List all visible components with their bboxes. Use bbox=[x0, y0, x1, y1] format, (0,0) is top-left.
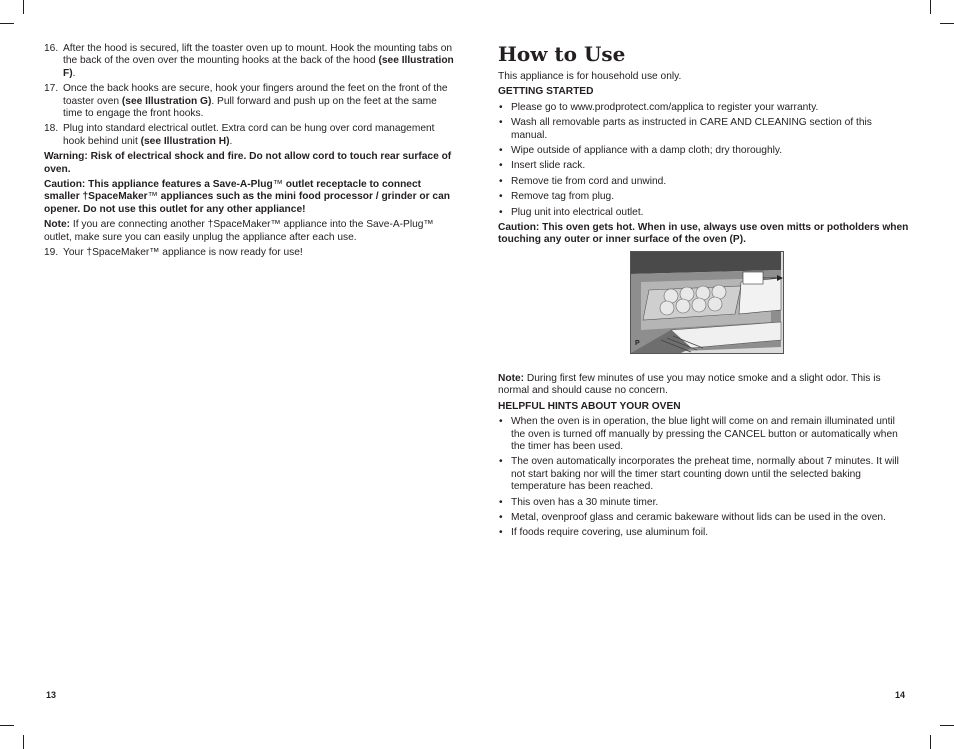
crop-mark bbox=[940, 23, 954, 24]
list-item: • Please go to www.prodprotect.com/applica to register your warranty. bbox=[498, 102, 910, 114]
step-17 bbox=[44, 83, 458, 120]
list-item: • When the oven is in operation, the blue light will come on and remain illuminated until the oven is turned off manually by pressing the CANCEL button or automatically when the timer has been used. bbox=[498, 416, 910, 453]
step-19 bbox=[44, 247, 458, 259]
crop-mark bbox=[0, 725, 14, 726]
step-text: After the hood is secured, lift the toaster oven up to mount. Hook the mounting tabs on the back of the oven over the mounting hooks at the back of the hood bbox=[63, 43, 453, 67]
note-label: Note: bbox=[498, 372, 525, 384]
list-item: • This oven has a 30 minute timer. bbox=[498, 497, 910, 509]
step-tail: . Pull forward and push up on the feet at the same time to engage the front hooks. bbox=[63, 95, 437, 120]
step-18 bbox=[44, 123, 458, 148]
step-text: Plug into standard electrical outlet. Extra cord can be hung over cord management hook behind unit bbox=[63, 123, 435, 147]
note-text bbox=[44, 219, 458, 244]
step-number: 16. bbox=[44, 43, 59, 54]
list-item: • If foods require covering, use aluminum foil. bbox=[498, 527, 910, 539]
step-number: 17. bbox=[44, 83, 59, 95]
step-16 bbox=[44, 43, 458, 80]
oven-drawing bbox=[631, 252, 783, 353]
left-page-content bbox=[44, 43, 458, 263]
right-page-content bbox=[498, 43, 910, 543]
hints-heading: HELPFUL HINTS ABOUT YOUR OVEN bbox=[498, 400, 681, 412]
page-number-left: 13 bbox=[46, 690, 57, 700]
list-item: • The oven automatically incorporates the preheat time, normally about 7 minutes. It will not start baking nor will the timer start counting down until the selected baking temperature has been reached. bbox=[498, 456, 910, 493]
list-item: • Remove tie from cord and unwind. bbox=[498, 176, 910, 188]
step-tail: . bbox=[229, 135, 233, 147]
list-item: • Insert slide rack. bbox=[498, 160, 910, 172]
page-number-right: 14 bbox=[895, 690, 906, 700]
caution-text bbox=[44, 179, 458, 216]
step-tail: . bbox=[72, 67, 76, 79]
crop-mark bbox=[940, 725, 954, 726]
crop-mark bbox=[930, 735, 931, 749]
warning-text bbox=[44, 151, 458, 176]
crop-mark bbox=[930, 0, 931, 14]
illustration-ref: (see Illustration H) bbox=[140, 135, 230, 147]
note-body: During first few minutes of use you may notice smoke and a slight odor. This is normal and should cause no concern. bbox=[498, 372, 881, 397]
oven-illustration bbox=[630, 251, 784, 354]
list-item: • Plug unit into electrical outlet. bbox=[498, 207, 910, 219]
caution-text bbox=[498, 222, 910, 247]
note-label: Note: bbox=[44, 219, 71, 231]
list-item: • Remove tag from plug. bbox=[498, 191, 910, 203]
list-item: • Metal, ovenproof glass and ceramic bakeware without lids can be used in the oven. bbox=[498, 512, 910, 524]
caution-part-a: Caution: This appliance features a Save-A-Plug bbox=[44, 179, 273, 191]
getting-started-heading: GETTING STARTED bbox=[498, 86, 594, 98]
crop-mark bbox=[23, 735, 24, 749]
intro-text: This appliance is for household use only. bbox=[498, 71, 682, 82]
step-number: 19. bbox=[44, 247, 59, 259]
caution-bold: Caution: This oven gets hot. When in use, always use oven mitts or potholders when touching any outer or inner surface of the oven (P). bbox=[498, 222, 909, 246]
warning-bold: Warning: Risk of electrical shock and fire. Do not allow cord to touch rear surface of oven. bbox=[44, 151, 452, 175]
step-text: Once the back hooks are secure, hook your fingers around the feet on the front of the toaster oven bbox=[63, 83, 448, 107]
caution-part-c: appliances such as the mini food processor / grinder or can opener. Do not use this outlet for any other appliance! bbox=[44, 191, 450, 215]
list-item: • Wash all removable parts as instructed in CARE AND CLEANING section of this manual. bbox=[498, 117, 910, 142]
illustration-ref: (see Illustration F) bbox=[63, 55, 454, 79]
crop-mark bbox=[23, 0, 24, 14]
figure-label: P bbox=[635, 340, 640, 348]
trademark: ™ bbox=[147, 191, 158, 203]
page-title: How to Use bbox=[498, 42, 626, 66]
note-text bbox=[498, 373, 910, 398]
illustration-ref: (see Illustration G) bbox=[121, 95, 212, 107]
step-text: Your †SpaceMaker™ appliance is now ready for use! bbox=[63, 247, 303, 259]
crop-mark bbox=[0, 23, 14, 24]
step-number: 18. bbox=[44, 123, 59, 135]
caution-part-b: outlet receptacle to connect smaller †SpaceMaker bbox=[44, 179, 422, 203]
list-item: • Wipe outside of appliance with a damp cloth; dry thoroughly. bbox=[498, 145, 910, 157]
trademark: ™ bbox=[272, 179, 283, 191]
note-body: If you are connecting another †SpaceMaker™ appliance into the Save-A-Plug™ outlet, make sure you can easily unplug the appliance after each use. bbox=[44, 219, 434, 243]
